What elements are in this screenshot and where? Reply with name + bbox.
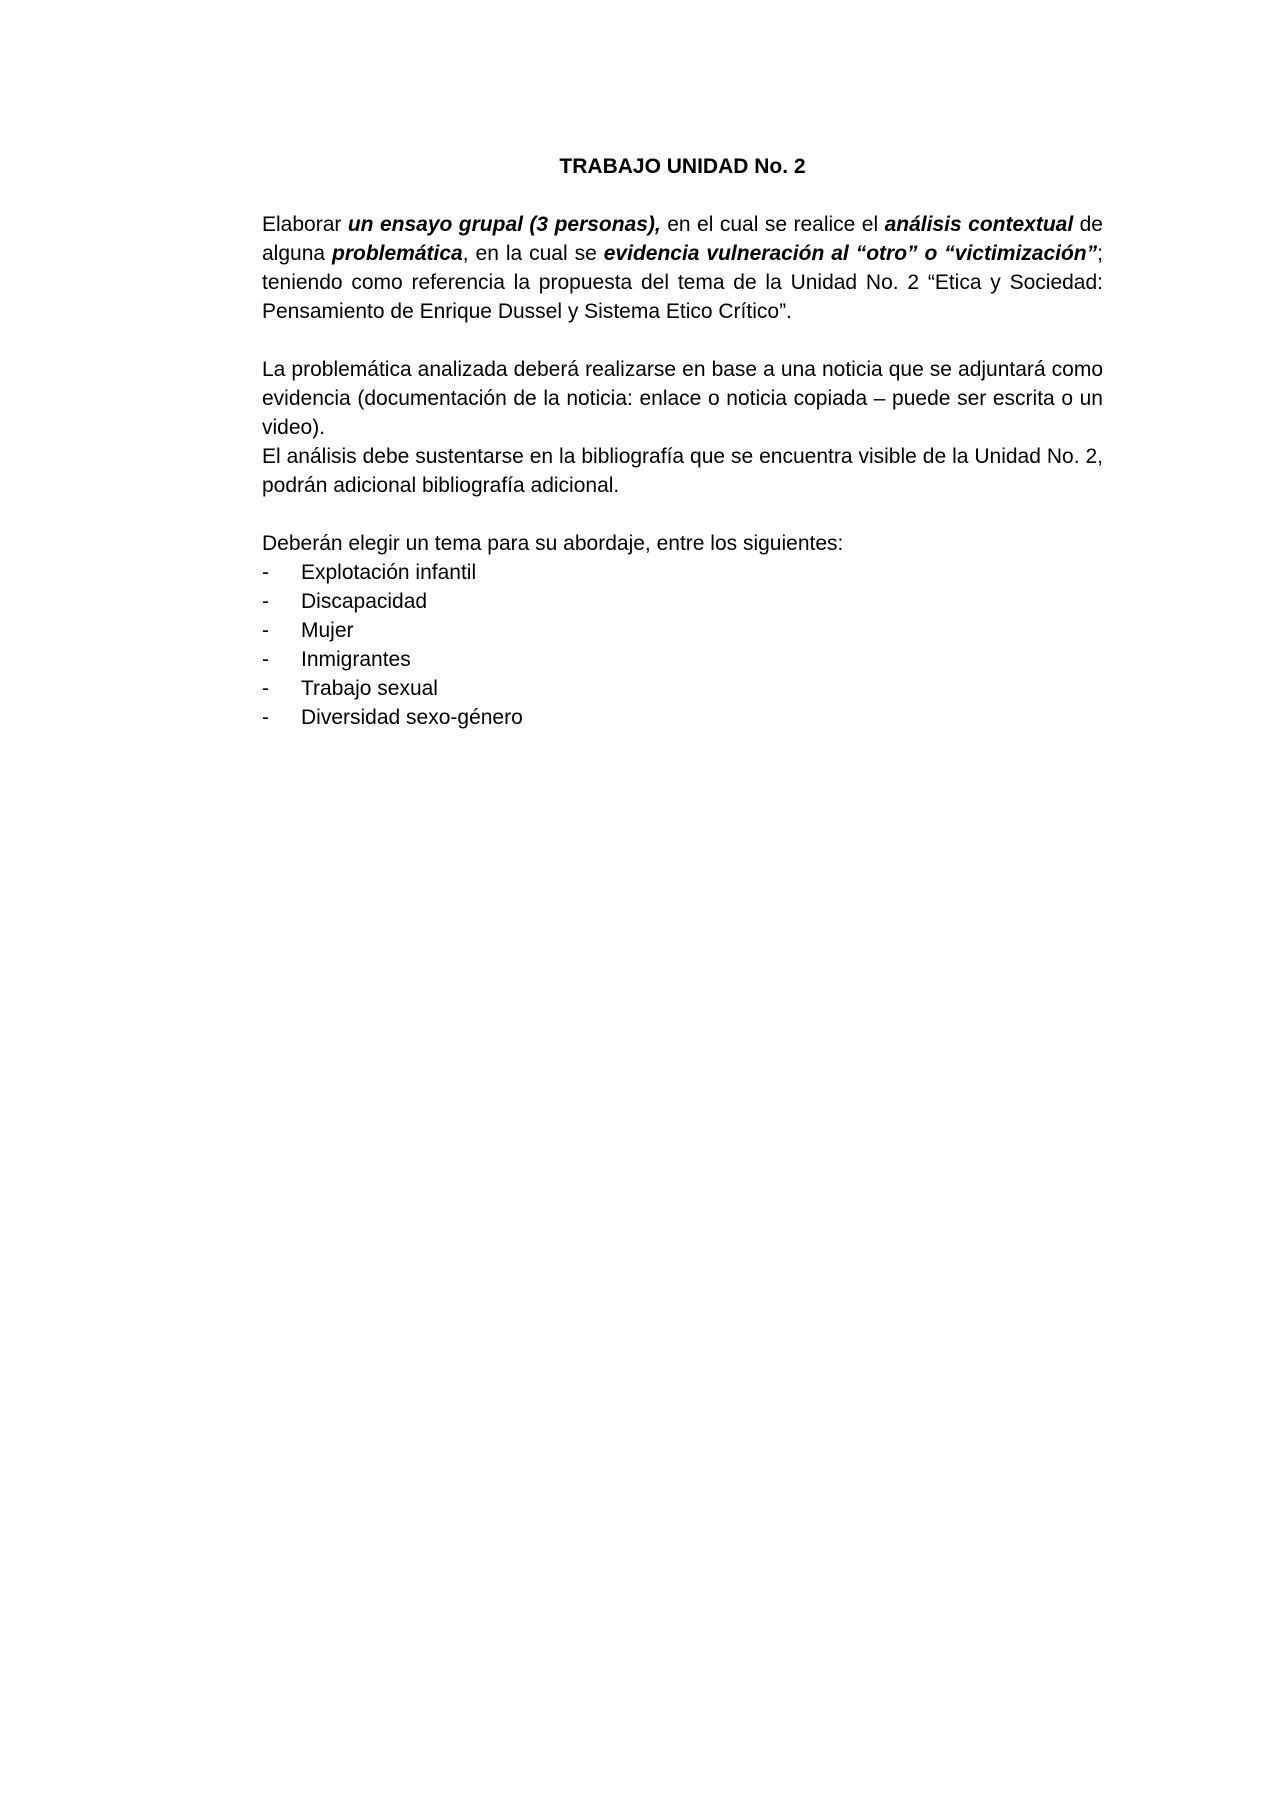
emphasis-victimization: evidencia vulneración al “otro” o “victimización” [603,242,1098,265]
text-run: , en la cual se [462,242,604,265]
paragraph-spacer [262,326,1103,355]
topics-intro: Deberán elegir un tema para su abordaje, entre los siguientes: [262,532,844,555]
emphasis-analysis: análisis contextual [884,213,1074,236]
list-item [262,587,1103,616]
text-run: ; teniendo como referencia la propuesta del tema de la Unidad No. 2 “Etica y Sociedad: Pensamiento de Enrique Dussel y Sistema Etico Crítico”. [262,242,1103,323]
list-bullet: - [262,677,269,700]
bibliography-paragraph: El análisis debe sustentarse en la bibliografía que se encuentra visible de la Unidad No. 2, podrán adicional bibliografía adicional. [262,445,1103,497]
emphasis-essay: un ensayo grupal (3 personas), [347,213,661,236]
text-run: en el cual se realice el [660,213,885,236]
topic-label: Discapacidad [301,590,428,613]
list-item [262,645,1103,674]
paragraph-spacer [262,500,1103,529]
emphasis-problem: problemática [332,242,463,265]
list-bullet: - [262,706,269,729]
document-body [262,152,1103,732]
text-run: Elaborar [262,213,348,236]
topic-label: Inmigrantes [301,648,411,671]
list-item [262,558,1103,587]
topic-label: Explotación infantil [301,561,477,584]
topic-label: Mujer [301,619,354,642]
list-bullet: - [262,561,269,584]
assignment-paragraph [262,210,1103,326]
text-run: de alguna [262,213,1103,265]
list-item [262,703,1103,732]
list-item [262,616,1103,645]
news-paragraph: La problemática analizada deberá realizarse en base a una noticia que se adjuntará como evidencia (documentación de la noticia: enlace o noticia copiada – puede ser escrita o un video). [262,358,1103,439]
list-item [262,674,1103,703]
topic-label: Diversidad sexo-género [301,706,523,729]
list-bullet: - [262,619,269,642]
topic-label: Trabajo sexual [301,677,438,700]
list-bullet: - [262,590,269,613]
list-bullet: - [262,648,269,671]
document-title: TRABAJO UNIDAD No. 2 [559,155,806,178]
topics-list [262,558,1103,732]
